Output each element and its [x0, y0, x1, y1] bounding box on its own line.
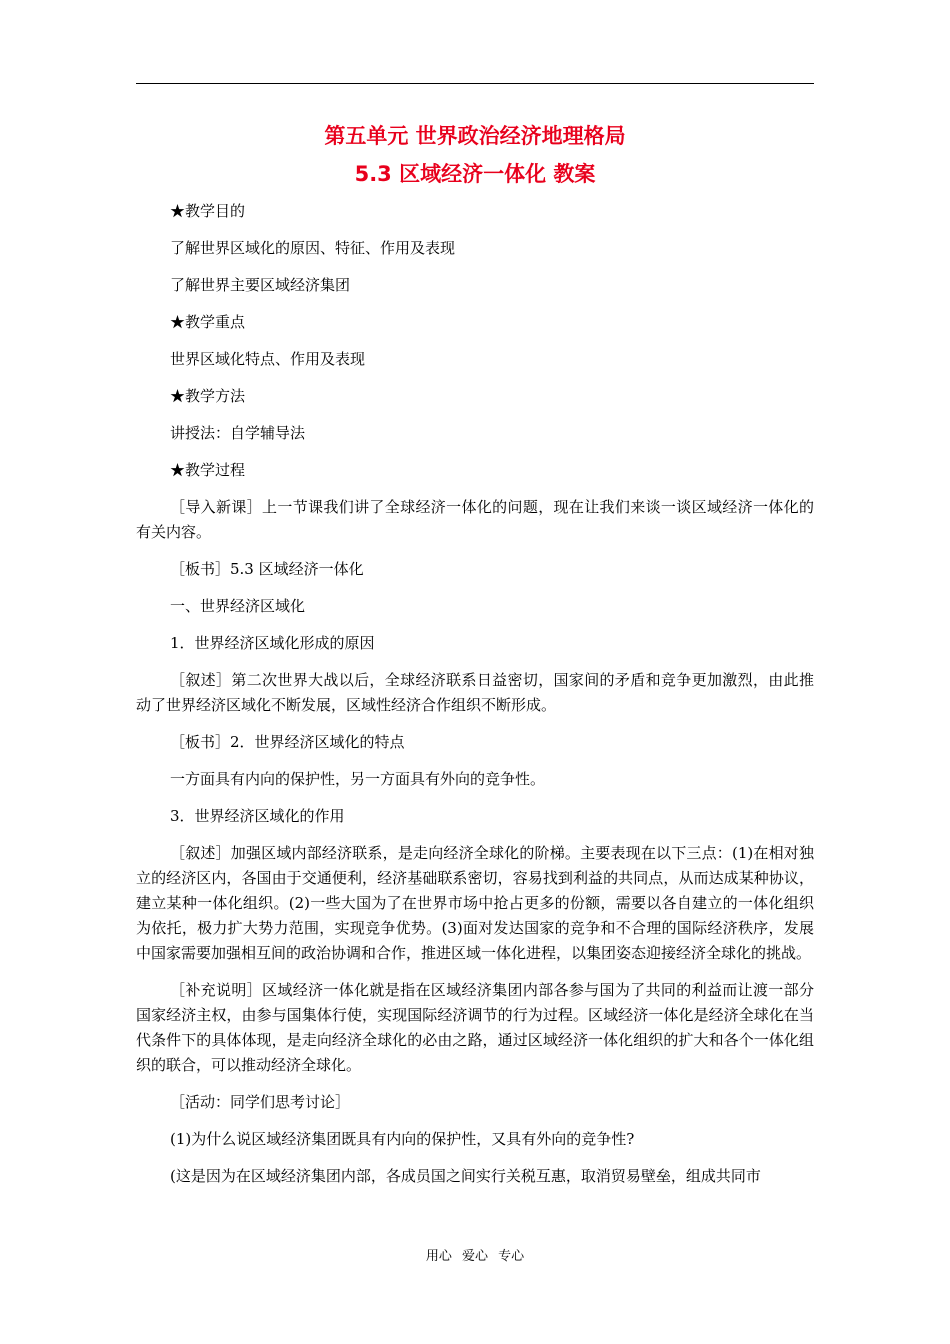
heading-key-points: ★教学重点 [170, 313, 246, 331]
heading-process: ★教学过程 [170, 461, 246, 479]
paragraph: 一、世界经济区域化 [170, 597, 306, 615]
paragraph: 了解世界区域化的原因、特征、作用及表现 [170, 239, 456, 257]
heading-objectives: ★教学目的 [170, 202, 246, 220]
paragraph: ［叙述］加强区域内部经济联系，是走向经济全球化的阶梯。主要表现在以下三点：(1)在相对独立的经济区内，各国由于交通便利，经济基础联系密切，容易找到利益的共同点，从而达成某种协议，建立某种一体化组织。(2)一些大国为了在世界市场中抢占更多的份额，需要以各自建立的一体化组织为依托，极力扩大势力范围，实现竞争优势。(3)面对发达国家的竞争和不合理的国际经济秩序，发展中国家需要加强相互间的政治协调和合作，推进区域一体化进程，以集团姿态迎接经济全球化的挑战。 [136, 844, 814, 962]
paragraph: ［补充说明］区域经济一体化就是指在区域经济集团内部各参与国为了共同的利益而让渡一部分国家经济主权，由参与国集体行使，实现国际经济调节的行为过程。区域经济一体化是经济全球化在当代条件下的具体体现，是走向经济全球化的必由之路，通过区域经济一体化组织的扩大和各个一体化组织的联合，可以推动经济全球化。 [136, 981, 814, 1074]
paragraph: ［板书］5.3 区域经济一体化 [170, 560, 364, 578]
paragraph: ［板书］2．世界经济区域化的特点 [170, 733, 405, 751]
paragraph: 3．世界经济区域化的作用 [170, 807, 345, 825]
unit-title: 第五单元 世界政治经济地理格局 [324, 124, 626, 148]
paragraph: (1)为什么说区域经济集团既具有内向的保护性，又具有外向的竞争性? [170, 1130, 635, 1148]
paragraph: 世界区域化特点、作用及表现 [170, 350, 366, 368]
heading-methods: ★教学方法 [170, 387, 246, 405]
paragraph: 1．世界经济区域化形成的原因 [170, 634, 375, 652]
document-body [136, 199, 814, 1189]
paragraph: 讲授法：自学辅导法 [170, 424, 306, 442]
header-rule [136, 83, 814, 84]
paragraph: ［活动：同学们思考讨论］ [170, 1093, 351, 1111]
paragraph: ［叙述］第二次世界大战以后，全球经济联系日益密切，国家间的矛盾和竞争更加激烈，由此推动了世界经济区域化不断发展，区域性经济合作组织不断形成。 [136, 671, 814, 714]
paragraph: 一方面具有内向的保护性，另一方面具有外向的竞争性。 [170, 770, 546, 788]
paragraph: 了解世界主要区域经济集团 [170, 276, 351, 294]
paragraph: ［导入新课］上一节课我们讲了全球经济一体化的问题，现在让我们来谈一谈区域经济一体化的有关内容。 [136, 498, 814, 541]
paragraph: (这是因为在区域经济集团内部，各成员国之间实行关税互惠，取消贸易壁垒，组成共同市 [170, 1167, 761, 1185]
page-footer: 用心 爱心 专心 [425, 1249, 525, 1264]
lesson-title: 5.3 区域经济一体化 教案 [354, 162, 596, 186]
